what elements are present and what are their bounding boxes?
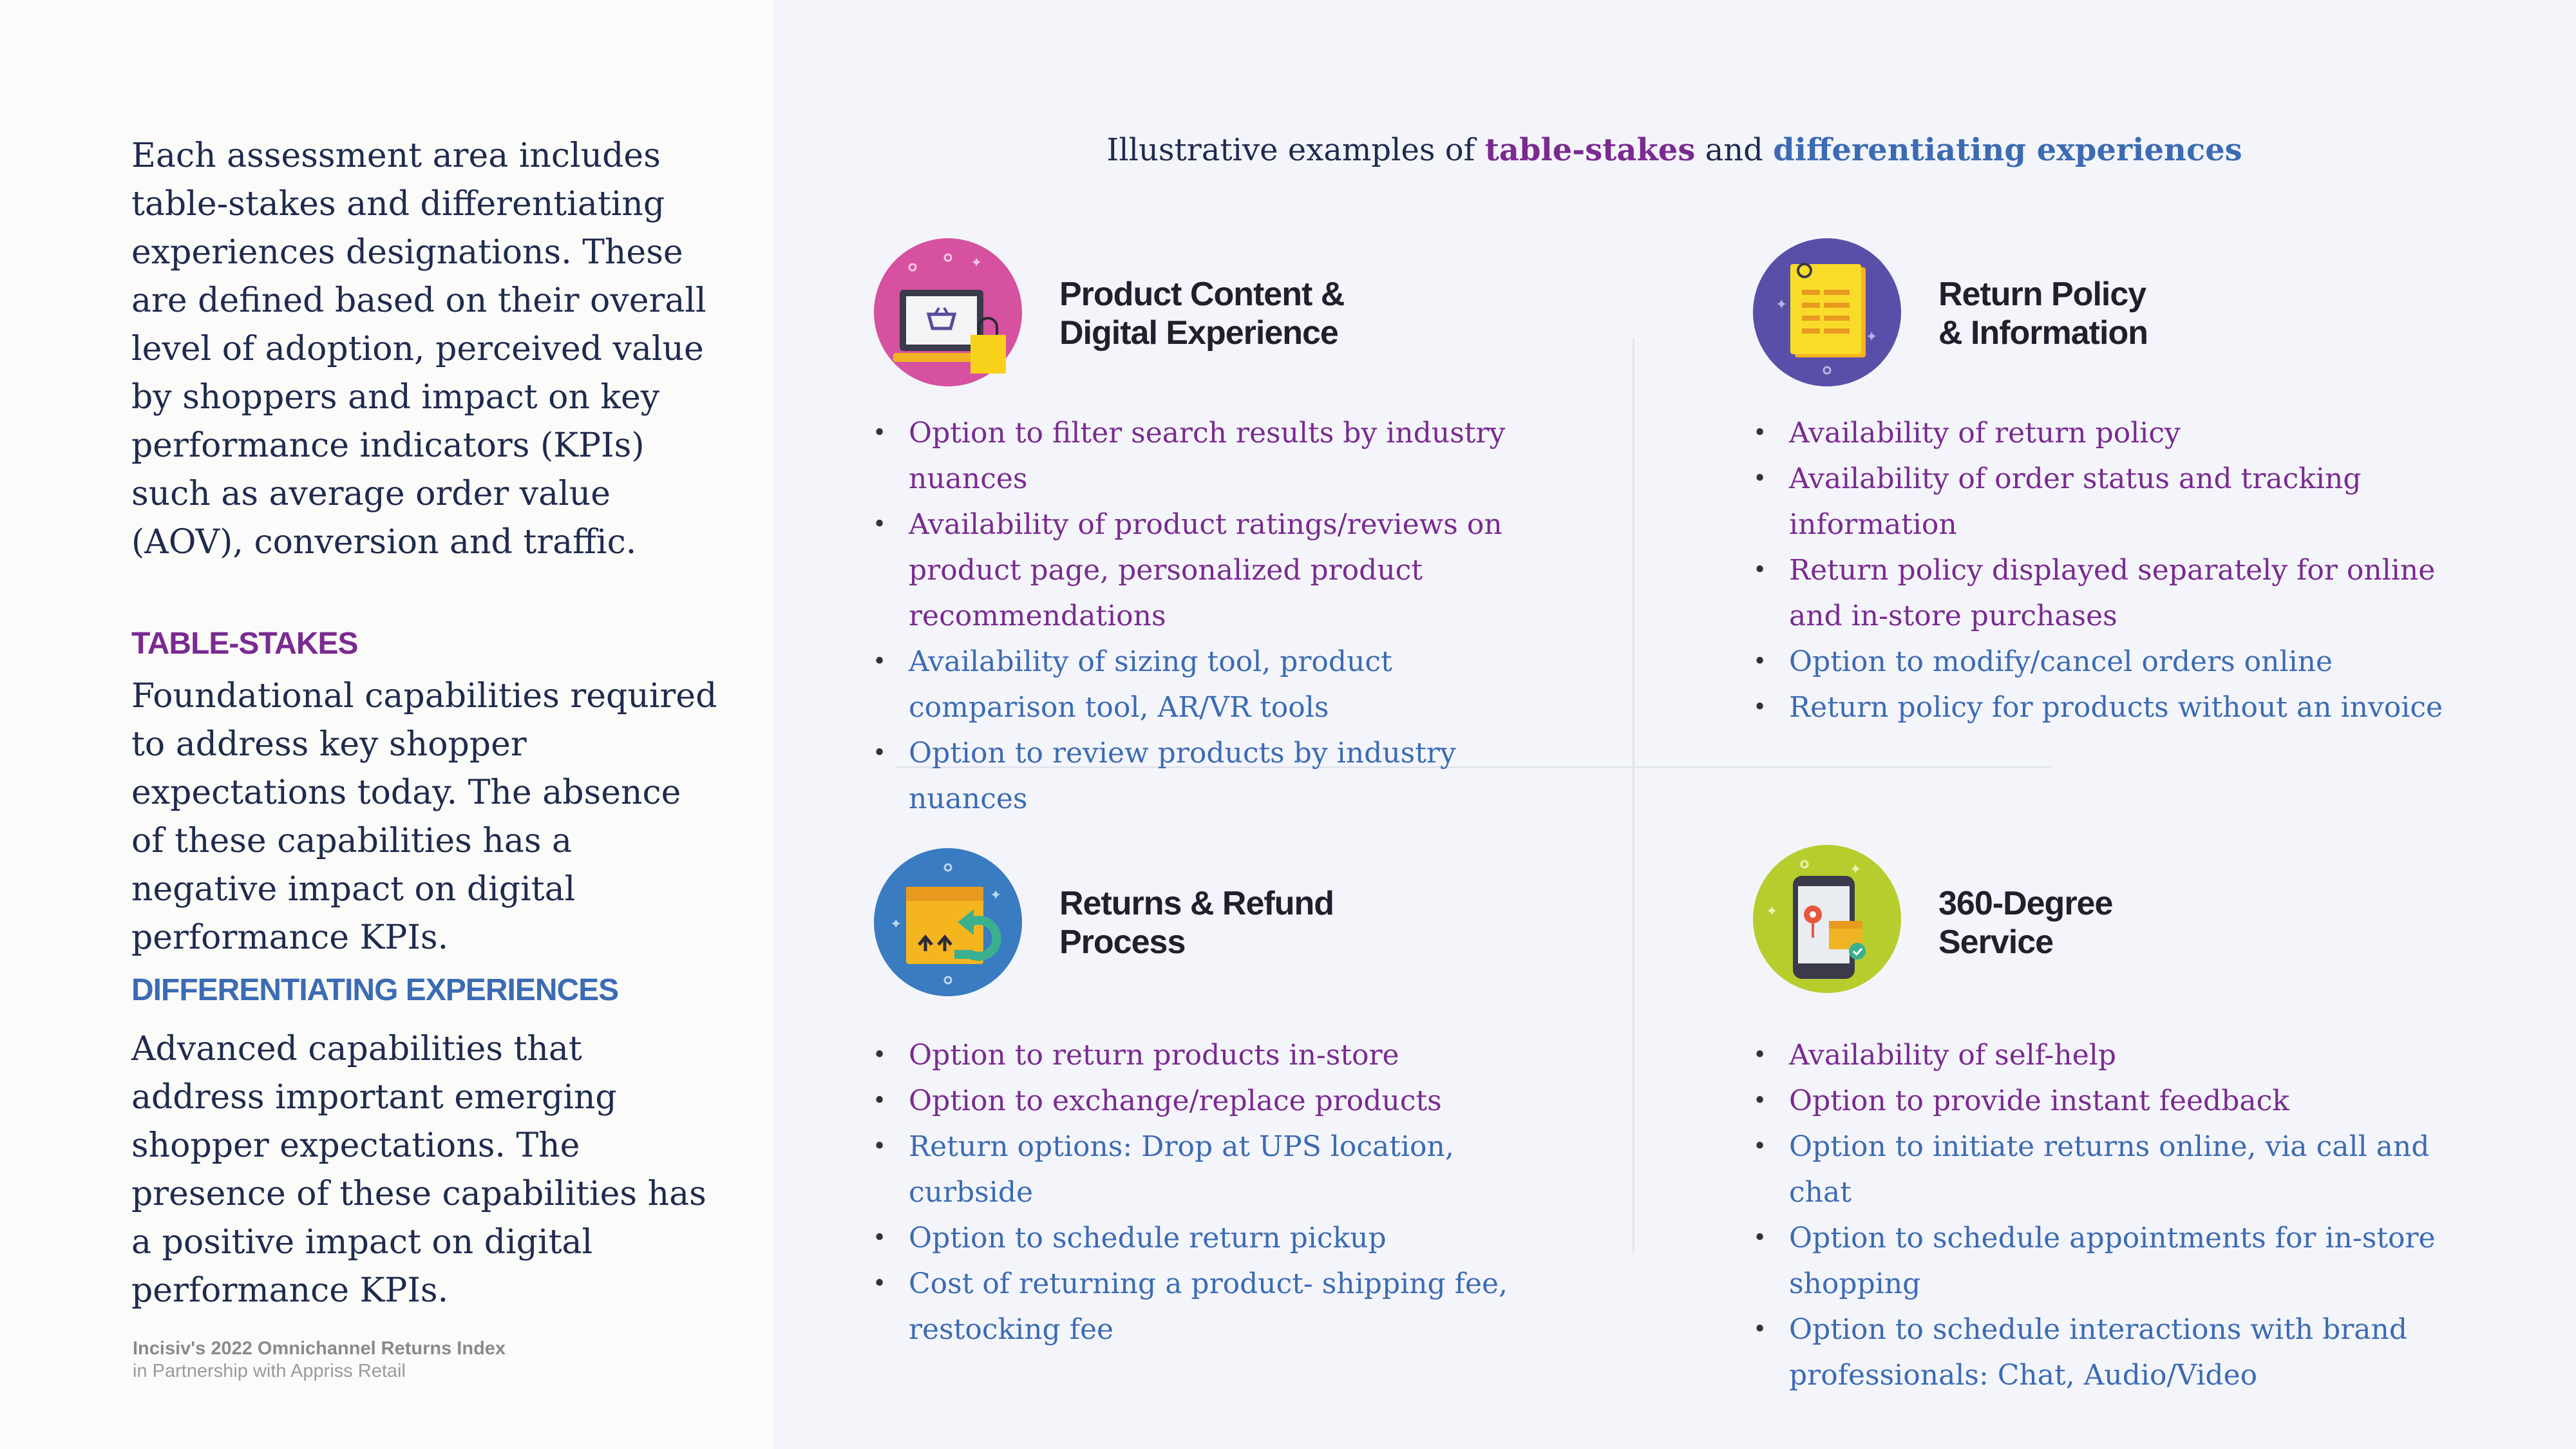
table-stakes-description: Foundational capabilities required to address key shopper expectations today. The absence of these capabilities has a negative impact on digital performance KPIs. xyxy=(131,677,717,957)
title-table-stakes: table-stakes xyxy=(1484,132,1696,168)
return-policy-list xyxy=(1753,410,2448,730)
svg-text:✦: ✦ xyxy=(890,916,902,933)
section-title-line2: & Information xyxy=(1938,314,2148,352)
list-item: • Cost of returning a product- shipping fee, restocking fee xyxy=(873,1261,1542,1352)
title-and: and xyxy=(1695,132,1774,168)
laptop-shopping-icon xyxy=(874,238,1022,386)
list-item: • Return options: Drop at UPS location, curbside xyxy=(873,1124,1542,1215)
list-item: • Option to filter search results by industry nuances xyxy=(873,410,1542,502)
list-item: • Option to exchange/replace products xyxy=(873,1078,1542,1124)
list-item: • Option to review products by industry nuances xyxy=(873,730,1542,822)
section-title-returns-refund xyxy=(1059,884,1334,961)
differentiating-description: Advanced capabilities that address important emerging shopper expectations. The presence of these capabilities has a positive impact on digital performance KPIs. xyxy=(131,1030,706,1310)
svg-text:✦: ✦ xyxy=(1776,297,1788,313)
service-360-list xyxy=(1753,1032,2448,1398)
svg-text:✦: ✦ xyxy=(1766,904,1778,920)
title-prefix: Illustrative examples of xyxy=(1106,132,1485,168)
svg-text:✦: ✦ xyxy=(1866,329,1878,345)
list-item: • Option to schedule interactions with brand professionals: Chat, Audio/Video xyxy=(1753,1307,2448,1398)
list-item: • Option to initiate returns online, via call and chat xyxy=(1753,1124,2448,1215)
title-differentiating: differentiating experiences xyxy=(1773,132,2242,168)
list-item: • Availability of return policy xyxy=(1753,410,2448,456)
list-item: • Option to return products in-store xyxy=(873,1032,1542,1078)
table-stakes-heading: TABLE-STAKES xyxy=(131,627,358,661)
page-title xyxy=(773,132,2576,168)
section-title-line2: Service xyxy=(1938,923,2054,961)
section-title-line1: 360-Degree xyxy=(1938,885,2113,922)
policy-document-icon xyxy=(1753,238,1901,386)
differentiating-heading: DIFFERENTIATING EXPERIENCES xyxy=(131,973,619,1007)
list-item: • Option to schedule return pickup xyxy=(873,1215,1542,1261)
list-item: • Option to provide instant feedback xyxy=(1753,1078,2448,1124)
mobile-service-icon xyxy=(1753,845,1901,993)
list-item: • Option to schedule appointments for in-store shopping xyxy=(1753,1215,2448,1307)
section-title-product-content xyxy=(1059,275,1344,352)
returns-refund-list xyxy=(873,1032,1542,1352)
section-title-return-policy xyxy=(1938,275,2148,352)
section-title-line1: Returns & Refund xyxy=(1059,885,1334,922)
list-item: • Availability of sizing tool, product comparison tool, AR/VR tools xyxy=(873,639,1542,730)
list-item: • Return policy displayed separately for online and in-store purchases xyxy=(1753,547,2448,639)
svg-text:✦: ✦ xyxy=(990,887,1002,904)
svg-text:✦: ✦ xyxy=(971,255,983,271)
svg-text:✦: ✦ xyxy=(1850,862,1862,878)
section-title-line2: Digital Experience xyxy=(1059,314,1338,352)
footer-partner: in Partnership with Appriss Retail xyxy=(133,1361,406,1381)
vertical-divider xyxy=(1633,338,1634,1253)
section-title-line2: Process xyxy=(1059,923,1186,961)
list-item: • Return policy for products without an invoice xyxy=(1753,685,2448,730)
left-panel xyxy=(0,0,773,1449)
section-title-360-service xyxy=(1938,884,2112,961)
product-content-list xyxy=(873,410,1542,822)
list-item: • Availability of product ratings/reviews on product page, personalized product recommendations xyxy=(873,502,1542,639)
intro-paragraph: Each assessment area includes table-stakes and differentiating experiences designations. These are defined based on their overall level of adoption, perceived value by shoppers and impact on key performance indicators (KPIs) such as average order value (AOV), conversion and traffic. xyxy=(131,137,706,562)
section-title-line1: Return Policy xyxy=(1938,276,2146,313)
footer-source: Incisiv's 2022 Omnichannel Returns Index xyxy=(133,1338,506,1359)
list-item: • Availability of order status and tracking information xyxy=(1753,456,2448,547)
section-title-line1: Product Content & xyxy=(1059,276,1345,313)
return-box-icon xyxy=(874,848,1022,996)
list-item: • Availability of self-help xyxy=(1753,1032,2448,1078)
list-item: • Option to modify/cancel orders online xyxy=(1753,639,2448,685)
